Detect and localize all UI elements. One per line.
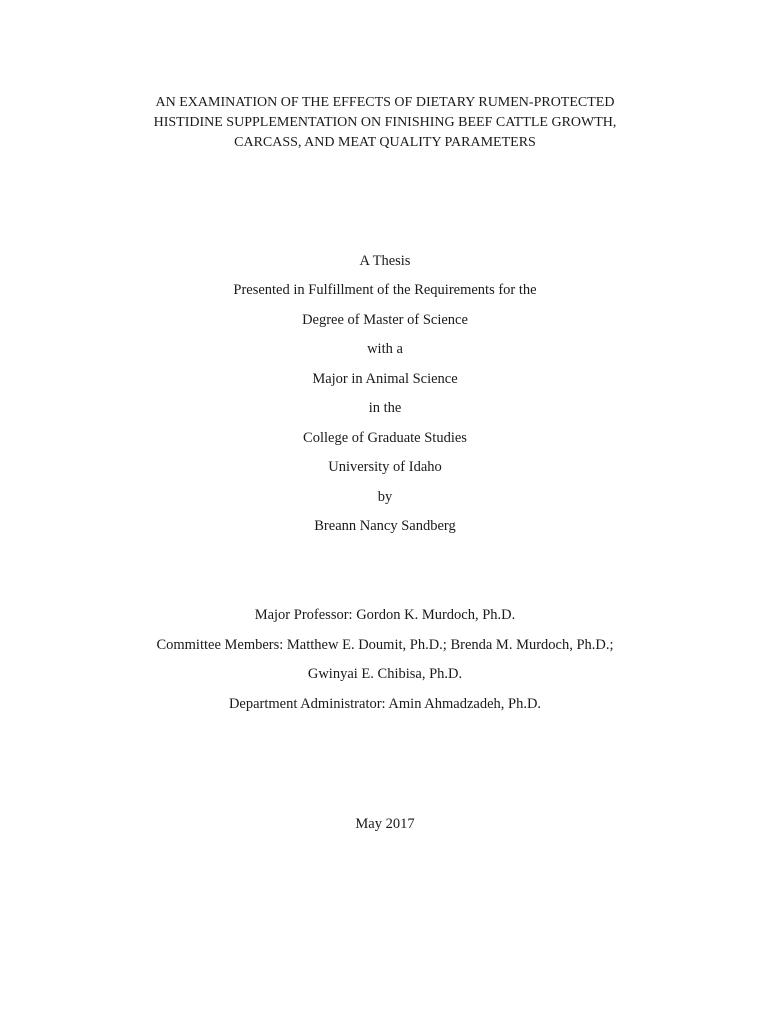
statement-line-a-thesis: A Thesis: [359, 253, 411, 269]
committee-members-continued: Gwinyai E. Chibisa, Ph.D.: [307, 666, 463, 682]
statement-line-with-a: with a: [367, 341, 403, 357]
statement-line-in-the: in the: [368, 400, 402, 416]
committee-members: Committee Members: Matthew E. Doumit, Ph.D.; Brenda M. Murdoch, Ph.D.;: [156, 637, 614, 653]
statement-line-college: College of Graduate Studies: [303, 430, 467, 446]
author-name: Breann Nancy Sandberg: [314, 518, 456, 534]
statement-line-degree: Degree of Master of Science: [302, 312, 468, 328]
statement-line-major: Major in Animal Science: [312, 371, 458, 387]
department-administrator: Department Administrator: Amin Ahmadzadeh, Ph.D.: [228, 696, 542, 712]
major-professor: Major Professor: Gordon K. Murdoch, Ph.D.: [254, 607, 516, 623]
statement-line-fulfillment: Presented in Fulfillment of the Requirements for the: [233, 282, 537, 298]
statement-line-by: by: [377, 489, 393, 505]
title-line-2: HISTIDINE SUPPLEMENTATION ON FINISHING BEEF CATTLE GROWTH,: [153, 115, 617, 130]
statement-line-university: University of Idaho: [328, 459, 442, 475]
submission-date: May 2017: [355, 816, 415, 832]
title-line-1: AN EXAMINATION OF THE EFFECTS OF DIETARY RUMEN-PROTECTED: [155, 95, 615, 110]
title-line-3: CARCASS, AND MEAT QUALITY PARAMETERS: [234, 135, 536, 150]
